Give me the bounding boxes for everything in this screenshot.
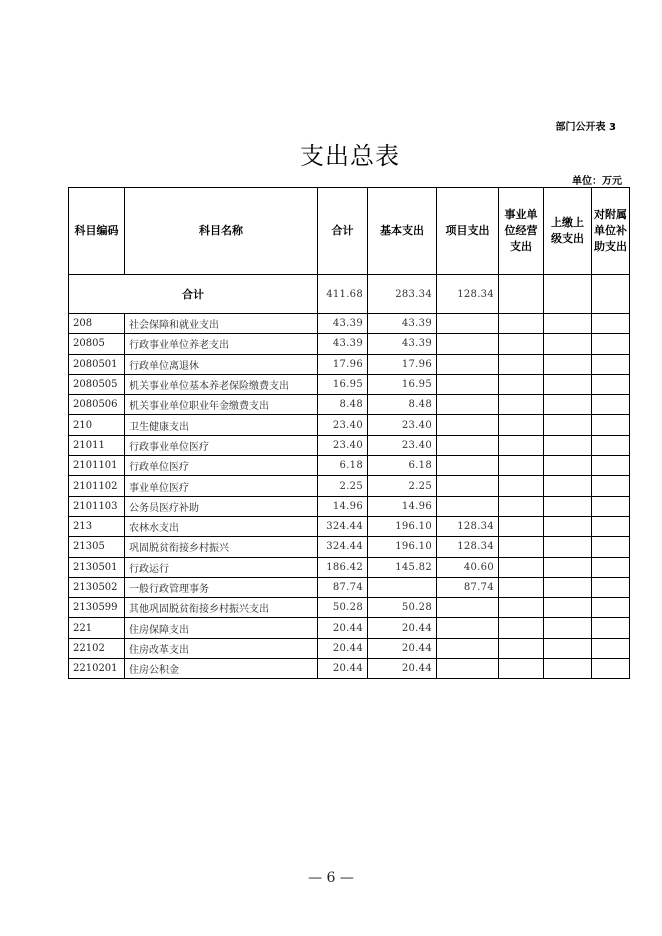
row-total: 186.42 [318,557,368,577]
row-basic: 43.39 [368,334,437,354]
row-remit [544,476,592,496]
row-subsidy [592,476,630,496]
row-subsidy [592,496,630,516]
table-row [69,496,630,516]
total-label: 合计 [69,275,318,314]
row-business [499,395,544,415]
row-remit [544,496,592,516]
row-project [437,456,499,476]
row-total: 20.44 [318,659,368,679]
col-header-name: 科目名称 [125,188,318,275]
row-name: 行政单位离退休 [125,354,318,374]
row-remit [544,557,592,577]
row-total: 8.48 [318,395,368,415]
row-name: 行政单位医疗 [125,456,318,476]
row-code: 2210201 [69,659,125,679]
row-business [499,415,544,435]
row-basic: 23.40 [368,435,437,455]
row-subsidy [592,598,630,618]
col-header-project: 项目支出 [437,188,499,275]
table-row [69,516,630,536]
row-project [437,435,499,455]
row-code: 2130599 [69,598,125,618]
row-project [437,334,499,354]
row-code: 21305 [69,537,125,557]
row-business [499,456,544,476]
row-business [499,516,544,536]
row-name: 住房公积金 [125,659,318,679]
table-row [69,334,630,354]
row-remit [544,537,592,557]
form-number: 部门公开表 3 [555,122,616,133]
row-basic: 20.44 [368,638,437,658]
row-basic: 8.48 [368,395,437,415]
row-basic: 145.82 [368,557,437,577]
row-subsidy [592,516,630,536]
row-basic: 16.95 [368,374,437,394]
row-code: 2130501 [69,557,125,577]
row-subsidy [592,435,630,455]
row-project [437,476,499,496]
row-code: 213 [69,516,125,536]
row-remit [544,314,592,334]
row-total: 16.95 [318,374,368,394]
row-basic: 17.96 [368,354,437,374]
row-total: 324.44 [318,537,368,557]
total-subsidy [592,275,630,314]
row-business [499,374,544,394]
row-code: 2101101 [69,456,125,476]
row-business [499,476,544,496]
table-row [69,557,630,577]
row-remit [544,598,592,618]
row-business [499,496,544,516]
table-row [69,659,630,679]
row-business [499,598,544,618]
row-name: 住房保障支出 [125,618,318,638]
row-remit [544,638,592,658]
row-remit [544,618,592,638]
row-basic: 50.28 [368,598,437,618]
row-basic: 20.44 [368,618,437,638]
row-name: 社会保障和就业支出 [125,314,318,334]
table-row [69,537,630,557]
row-name: 农林水支出 [125,516,318,536]
row-total: 23.40 [318,415,368,435]
total-business [499,275,544,314]
row-basic: 43.39 [368,314,437,334]
row-subsidy [592,354,630,374]
row-project [437,374,499,394]
row-project [437,659,499,679]
row-basic: 196.10 [368,537,437,557]
col-header-total: 合计 [318,188,368,275]
row-business [499,537,544,557]
total-remit [544,275,592,314]
expenditure-table [68,187,630,679]
row-name: 行政事业单位医疗 [125,435,318,455]
col-header-basic: 基本支出 [368,188,437,275]
row-name: 行政事业单位养老支出 [125,334,318,354]
table-row [69,395,630,415]
row-basic: 196.10 [368,516,437,536]
row-name: 巩固脱贫衔接乡村振兴 [125,537,318,557]
row-name: 机关事业单位职业年金缴费支出 [125,395,318,415]
row-total: 324.44 [318,516,368,536]
row-code: 21011 [69,435,125,455]
row-project: 128.34 [437,537,499,557]
table-row [69,415,630,435]
total-row [69,275,630,314]
row-basic [368,577,437,597]
row-business [499,638,544,658]
row-subsidy [592,334,630,354]
table-row [69,456,630,476]
row-business [499,334,544,354]
col-header-code: 科目编码 [69,188,125,275]
row-subsidy [592,659,630,679]
row-total: 87.74 [318,577,368,597]
table-row [69,476,630,496]
row-remit [544,374,592,394]
row-remit [544,334,592,354]
row-subsidy [592,314,630,334]
row-code: 20805 [69,334,125,354]
row-code: 208 [69,314,125,334]
col-header-remit: 上缴上级支出 [544,188,592,275]
total-project: 128.34 [437,275,499,314]
page-number: — 6 — [308,870,354,886]
row-total: 20.44 [318,618,368,638]
row-name: 事业单位医疗 [125,476,318,496]
row-code: 210 [69,415,125,435]
row-business [499,557,544,577]
row-project [437,638,499,658]
row-business [499,577,544,597]
row-remit [544,577,592,597]
row-project [437,598,499,618]
col-header-subsidy: 对附属单位补助支出 [592,188,630,275]
row-basic: 20.44 [368,659,437,679]
row-remit [544,415,592,435]
table-row [69,577,630,597]
total-sum: 411.68 [318,275,368,314]
row-code: 2080506 [69,395,125,415]
table-row [69,354,630,374]
table-row [69,314,630,334]
row-name: 行政运行 [125,557,318,577]
row-total: 17.96 [318,354,368,374]
row-business [499,659,544,679]
row-subsidy [592,395,630,415]
row-total: 50.28 [318,598,368,618]
row-project [437,415,499,435]
row-project [437,395,499,415]
row-name: 一般行政管理事务 [125,577,318,597]
row-subsidy [592,456,630,476]
row-subsidy [592,537,630,557]
row-remit [544,659,592,679]
row-project [437,496,499,516]
row-total: 2.25 [318,476,368,496]
table-row [69,435,630,455]
row-code: 22102 [69,638,125,658]
row-total: 6.18 [318,456,368,476]
row-business [499,435,544,455]
row-project: 87.74 [437,577,499,597]
row-project: 40.60 [437,557,499,577]
row-basic: 23.40 [368,415,437,435]
row-business [499,618,544,638]
total-basic: 283.34 [368,275,437,314]
row-remit [544,395,592,415]
table-row [69,618,630,638]
header-row [69,188,630,275]
row-remit [544,435,592,455]
row-code: 2101102 [69,476,125,496]
row-total: 43.39 [318,314,368,334]
row-project: 128.34 [437,516,499,536]
row-subsidy [592,618,630,638]
row-subsidy [592,557,630,577]
row-code: 2080505 [69,374,125,394]
unit-label: 单位：万元 [572,176,622,187]
row-name: 卫生健康支出 [125,415,318,435]
row-basic: 14.96 [368,496,437,516]
row-subsidy [592,374,630,394]
row-project [437,314,499,334]
row-name: 其他巩固脱贫衔接乡村振兴支出 [125,598,318,618]
row-remit [544,516,592,536]
row-total: 43.39 [318,334,368,354]
row-name: 公务员医疗补助 [125,496,318,516]
col-header-business: 事业单位经营支出 [499,188,544,275]
row-remit [544,456,592,476]
row-subsidy [592,638,630,658]
row-subsidy [592,415,630,435]
table-row [69,374,630,394]
row-name: 住房改革支出 [125,638,318,658]
row-code: 2080501 [69,354,125,374]
row-total: 14.96 [318,496,368,516]
row-code: 221 [69,618,125,638]
row-total: 20.44 [318,638,368,658]
row-subsidy [592,577,630,597]
row-basic: 6.18 [368,456,437,476]
page-title: 支出总表 [300,142,400,170]
table-row [69,598,630,618]
row-code: 2101103 [69,496,125,516]
row-business [499,314,544,334]
row-project [437,618,499,638]
row-name: 机关事业单位基本养老保险缴费支出 [125,374,318,394]
row-total: 23.40 [318,435,368,455]
row-remit [544,354,592,374]
row-code: 2130502 [69,577,125,597]
row-business [499,354,544,374]
row-basic: 2.25 [368,476,437,496]
table-row [69,638,630,658]
row-project [437,354,499,374]
